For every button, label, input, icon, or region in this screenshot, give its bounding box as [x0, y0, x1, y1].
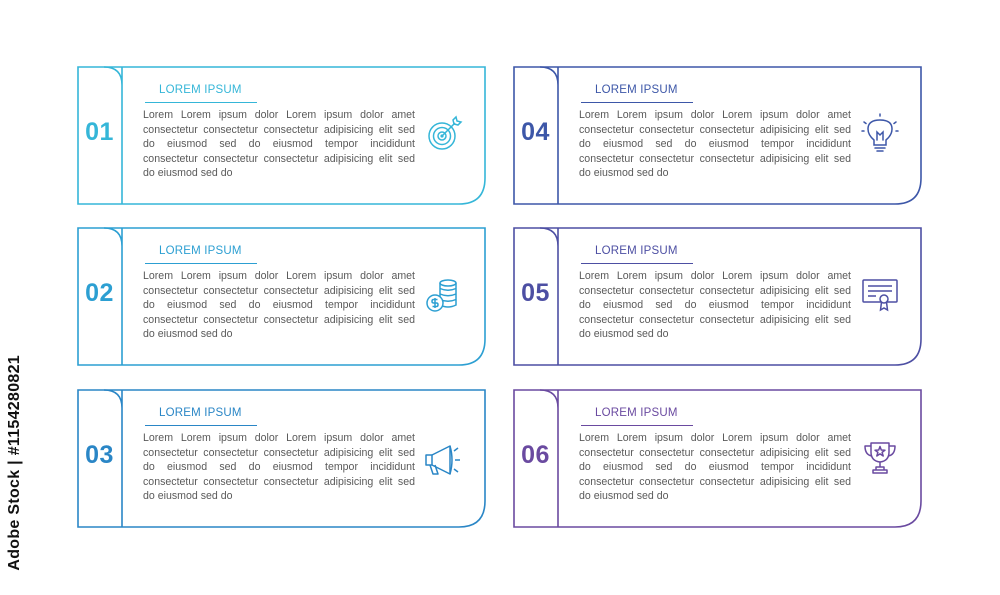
title-underline [145, 102, 257, 103]
card-title: LOREM IPSUM [159, 407, 242, 419]
card-body-text: Lorem Lorem ipsum dolor Lorem ipsum dolor amet consectetur consectetur consectetur adipisicing elit sed do eiusmod sed do eiusmod tempor incididunt consectetur consectetur consectetur adipisicing elit sed do eiusmod sed do [143, 270, 415, 341]
card-number: 05 [521, 279, 550, 307]
card-number: 01 [85, 118, 114, 146]
certificate-icon [856, 273, 904, 317]
card-title: LOREM IPSUM [595, 84, 678, 96]
stock-watermark: Adobe Stock | #1154280821 [6, 355, 23, 571]
card-02 [77, 227, 488, 367]
card-body-text: Lorem Lorem ipsum dolor Lorem ipsum dolor amet consectetur consectetur consectetur adipisicing elit sed do eiusmod sed do eiusmod tempor incididunt consectetur consectetur consectetur adipisicing elit sed do eiusmod sed do [579, 432, 851, 503]
card-title: LOREM IPSUM [595, 245, 678, 257]
card-number: 04 [521, 118, 550, 146]
title-underline [145, 263, 257, 264]
card-body-text: Lorem Lorem ipsum dolor Lorem ipsum dolor amet consectetur consectetur consectetur adipisicing elit sed do eiusmod sed do eiusmod tempor incididunt consectetur consectetur consectetur adipisicing elit sed do eiusmod sed do [579, 270, 851, 341]
coins-icon [420, 273, 468, 317]
title-underline [145, 425, 257, 426]
card-title: LOREM IPSUM [159, 84, 242, 96]
title-underline [581, 263, 693, 264]
card-title: LOREM IPSUM [159, 245, 242, 257]
card-06 [513, 389, 924, 529]
title-underline [581, 425, 693, 426]
card-title: LOREM IPSUM [595, 407, 678, 419]
card-body-text: Lorem Lorem ipsum dolor Lorem ipsum dolor amet consectetur consectetur consectetur adipisicing elit sed do eiusmod sed do eiusmod tempor incididunt consectetur consectetur consectetur adipisicing elit sed do eiusmod sed do [143, 109, 415, 180]
megaphone-icon [420, 435, 468, 479]
title-underline [581, 102, 693, 103]
card-05 [513, 227, 924, 367]
card-body-text: Lorem Lorem ipsum dolor Lorem ipsum dolor amet consectetur consectetur consectetur adipisicing elit sed do eiusmod sed do eiusmod tempor incididunt consectetur consectetur consectetur adipisicing elit sed do eiusmod sed do [579, 109, 851, 180]
card-03 [77, 389, 488, 529]
card-number: 03 [85, 441, 114, 469]
lightbulb-icon [856, 112, 904, 156]
target-icon [420, 112, 468, 156]
card-01 [77, 66, 488, 206]
card-number: 06 [521, 441, 550, 469]
trophy-icon [856, 435, 904, 479]
card-04 [513, 66, 924, 206]
card-number: 02 [85, 279, 114, 307]
card-body-text: Lorem Lorem ipsum dolor Lorem ipsum dolor amet consectetur consectetur consectetur adipisicing elit sed do eiusmod sed do eiusmod tempor incididunt consectetur consectetur consectetur adipisicing elit sed do eiusmod sed do [143, 432, 415, 503]
